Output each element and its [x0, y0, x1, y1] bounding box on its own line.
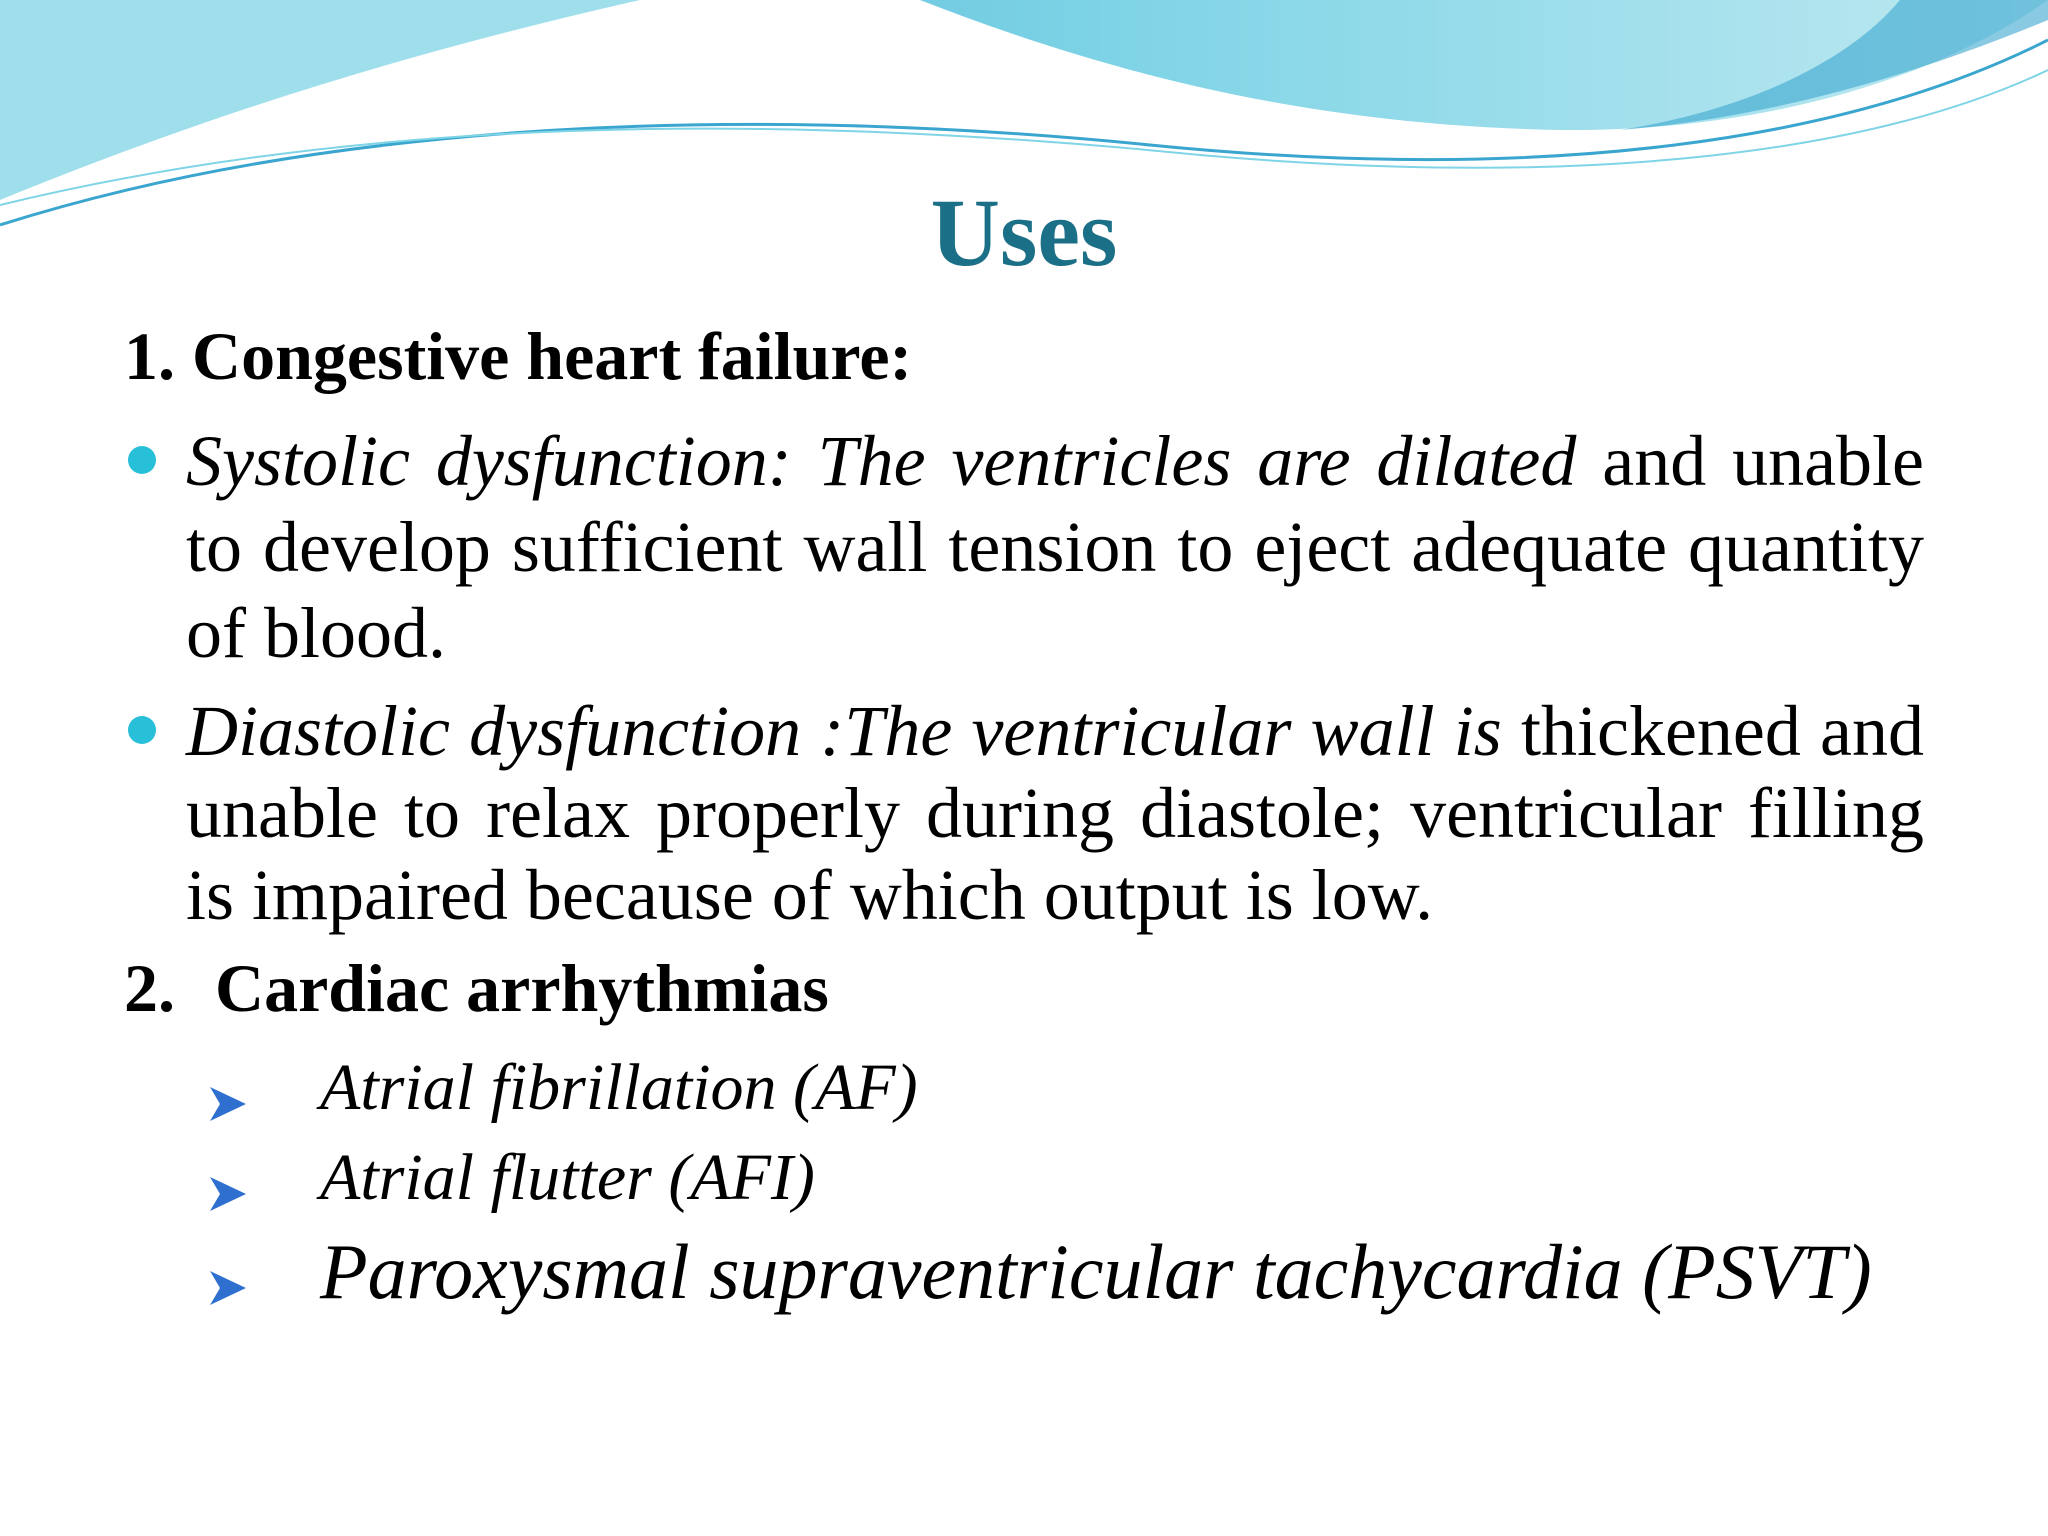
bullet-italic-text: Diastolic dysfunction :The ventricular wall is: [186, 691, 1502, 771]
section-heading-cardiac-arrhythmias: [124, 948, 829, 1028]
bullet-dot-icon: [128, 446, 156, 474]
bullet-text: and unable to develop sufficient wall tension to eject adequate quantity of blood.: [186, 421, 1924, 673]
arrow-bullet-icon: [208, 1084, 248, 1124]
list-item-text: Atrial fibrillation (AF): [320, 1051, 918, 1124]
section-heading-congestive-heart-failure: 1. Congestive heart failure:: [124, 318, 913, 394]
section-heading-text: Cardiac arrhythmias: [215, 950, 829, 1026]
bullet-text: thickened and unable to relax properly during diastole; ventricular filling is impaired because of which output is low.: [186, 691, 1924, 935]
bullet-dot-icon: [128, 716, 156, 744]
section-number: 2.: [124, 950, 175, 1026]
bullet-systolic-dysfunction: [186, 418, 1924, 676]
bullet-italic-text: Systolic dysfunction: The ventricles are dilated: [186, 421, 1577, 501]
slide-title: Uses: [930, 179, 1118, 286]
list-item-text: Atrial flutter (AFI): [320, 1141, 815, 1214]
arrow-bullet-icon: [208, 1174, 248, 1214]
bullet-diastolic-dysfunction: [186, 690, 1924, 936]
list-item-text: Paroxysmal supraventricular tachycardia (PSVT): [320, 1228, 1872, 1315]
arrow-bullet-icon: [208, 1268, 248, 1308]
